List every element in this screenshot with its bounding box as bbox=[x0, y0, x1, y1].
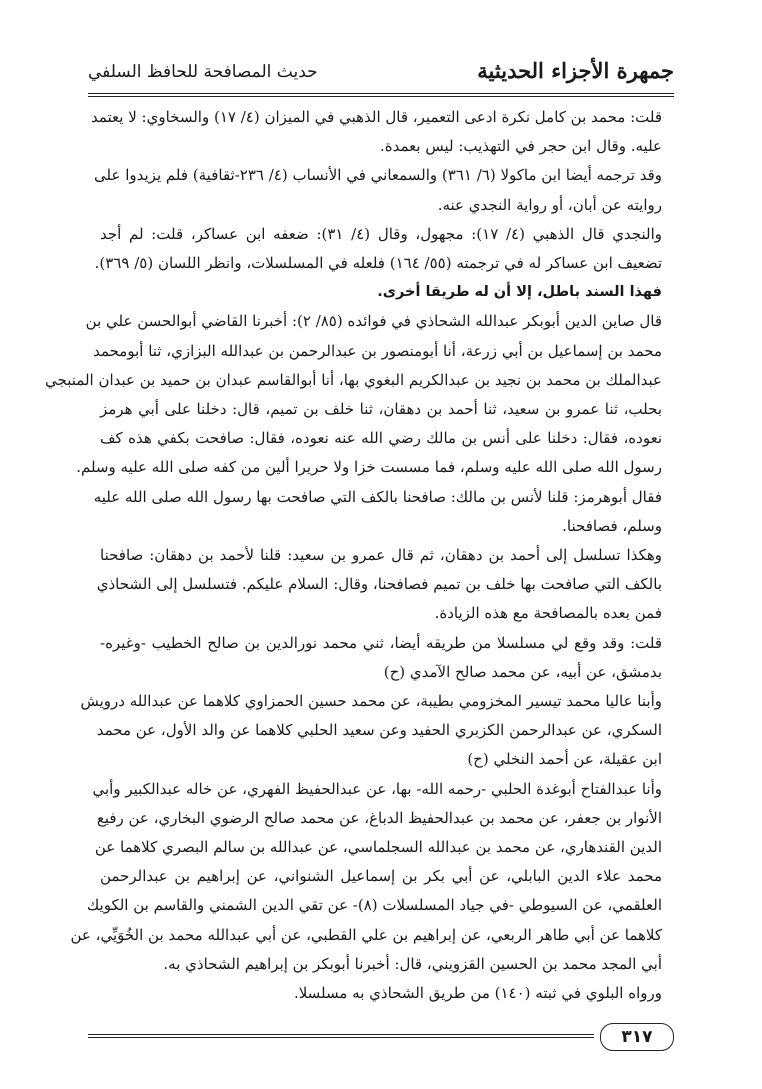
text-line: وأنا عبدالفتاح أبوغدة الحلبي -رحمه الله- بها، عن عبدالحفيظ الفهري، عن خاله عبدالكبير وأبي bbox=[92, 780, 662, 798]
book-title: جمهرة الأجزاء الحديثية bbox=[477, 58, 674, 83]
text-line: وسلم، فصافحنا. bbox=[562, 517, 662, 535]
text-line: الدين القندهاري، عن محمد بن عبدالله السجلماسي، عن عبدالله بن سالم البصري كلاهما عن bbox=[94, 838, 662, 856]
text-line: ابن عقيلة، عن أحمد النخلي (ح) bbox=[467, 750, 662, 768]
text-line: نعوده، فقال: دخلنا على أنس بن مالك رضي الله عنه نعوده، فقال: صافحت بكفي هذه كف bbox=[100, 429, 662, 447]
header-rule bbox=[88, 93, 674, 97]
text-line: قال صاين الدين أبوبكر عبدالله الشحاذي في فوائده (٨٥/ ٢): أخبرنا القاضي أبوالحسن علي بن bbox=[85, 312, 662, 330]
text-line: فمن بعده بالمصافحة مع هذه الزيادة. bbox=[434, 604, 662, 622]
text-line: محمد بن إسماعيل بن أبي زرعة، أنا أبومنصور بن عبدالرحمن بن عبدالله البزازي، ثنا أبومحمد bbox=[93, 342, 662, 360]
text-line: عليه. وقال ابن حجر في التهذيب: ليس بعمدة. bbox=[380, 137, 662, 155]
text-line: العلقمي، عن السيوطي -في جياد المسلسلات (٨)- عن تقي الدين الشمني والقاسم بن الكويك bbox=[86, 896, 662, 914]
footer-rule bbox=[88, 1034, 594, 1038]
running-header bbox=[88, 58, 674, 94]
page-number: ٣١٧ bbox=[600, 1023, 674, 1051]
text-line: أبي المجد محمد بن الحسين القزويني، قال: أخبرنا أبوبكر بن إبراهيم الشحاذي به. bbox=[163, 955, 662, 973]
text-line: وهكذا تسلسل إلى أحمد بن دهقان، ثم قال عمرو بن سعيد: قلنا لأحمد بن دهقان: صافحنا bbox=[100, 546, 663, 564]
text-line: وقد ترجمه أيضا ابن ماكولا (٦/ ٣٦١) والسمعاني في الأنساب (٤/ ٢٣٦-ثقافية) فلم يزيدوا على bbox=[94, 166, 662, 184]
chapter-title: حديث المصافحة للحافظ السلفي bbox=[88, 62, 318, 82]
text-line: قلت: وقد وقع لي مسلسلا من طريقه أيضا، ثني محمد نورالدين بن صالح الخطيب -وغيره- bbox=[100, 634, 662, 652]
text-line: والنجدي قال الذهبي (٤/ ١٧): مجهول، وقال (٤/ ٣١): ضعفه ابن عساكر، قلت: لم أجد bbox=[100, 225, 662, 243]
text-line: وأبنا عاليا محمد تيسير المخزومي بطيبة، عن محمد حسين الحمزاوي كلاهما عن عبدالله درويش bbox=[80, 692, 662, 710]
text-line: الأنوار بن جعفر، عن محمد بن عبدالحفيظ الدباغ، عن محمد صالح الرضوي البخاري، عن رفيع bbox=[96, 809, 662, 827]
text-line: قلت: محمد بن كامل نكرة ادعى التعمير، قال الذهبي في الميزان (٤/ ١٧) والسخاوي: لا يعتمد bbox=[90, 108, 662, 126]
text-line: كلاهما عن أبي طاهر الربعي، عن إبراهيم بن علي القطبي، عن أبي عبدالله محمد بن الخُوَيِّي، عن bbox=[70, 926, 662, 944]
text-line: تضعيف ابن عساكر له في ترجمته (٥٥/ ١٦٤) فلعله في المسلسلات، وانظر اللسان (٥/ ٣٦٩). bbox=[94, 254, 662, 272]
bold-statement-line: فهذا السند باطل، إلا أن له طريقا أخرى. bbox=[377, 284, 662, 300]
text-line: السكري، عن عبدالرحمن الكزبري الحفيد وعن سعيد الحلبي كلاهما عن والد الأول، عن محمد bbox=[96, 721, 662, 739]
text-line: ورواه البلوي في ثبته (١٤٠) من طريق الشحاذي به مسلسلا. bbox=[293, 984, 662, 1002]
page-body bbox=[45, 104, 663, 1004]
text-line: بحلب، ثنا عمرو بن سعيد، ثنا أحمد بن دهقان، ثنا خلف بن تميم، قال: دخلنا على أبي هرمز bbox=[100, 400, 662, 418]
text-line: فقال أبوهرمز: قلنا لأنس بن مالك: صافحنا بالكف التي صافحت بها رسول الله صلى الله عليه bbox=[93, 488, 662, 506]
text-line: روايته عن أبان، أو رواية النجدي عنه. bbox=[437, 196, 662, 214]
page-footer bbox=[88, 1023, 674, 1051]
text-line: عبدالملك بن محمد بن نجيد بن عبدالكريم البغوي بها، أنا أبوالقاسم عبدان بن حميد بن عبدان المنبجي bbox=[45, 371, 662, 389]
text-line: بدمشق، عن أبيه، عن محمد صالح الآمدي (ح) bbox=[383, 663, 662, 681]
text-line: رسول الله صلى الله عليه وسلم، فما مسست خزا ولا حريرا ألين من كفه صلى الله عليه وسلم. bbox=[76, 458, 662, 476]
text-line: بالكف التي صافحت بها خلف بن تميم فصافحنا، وقال: السلام عليكم. فتسلسل إلى الشحاذي bbox=[96, 575, 662, 593]
text-line: محمد علاء الدين البابلي، عن أبي بكر بن إسماعيل الشنواني، عن إبراهيم بن عبدالرحمن bbox=[100, 867, 662, 885]
